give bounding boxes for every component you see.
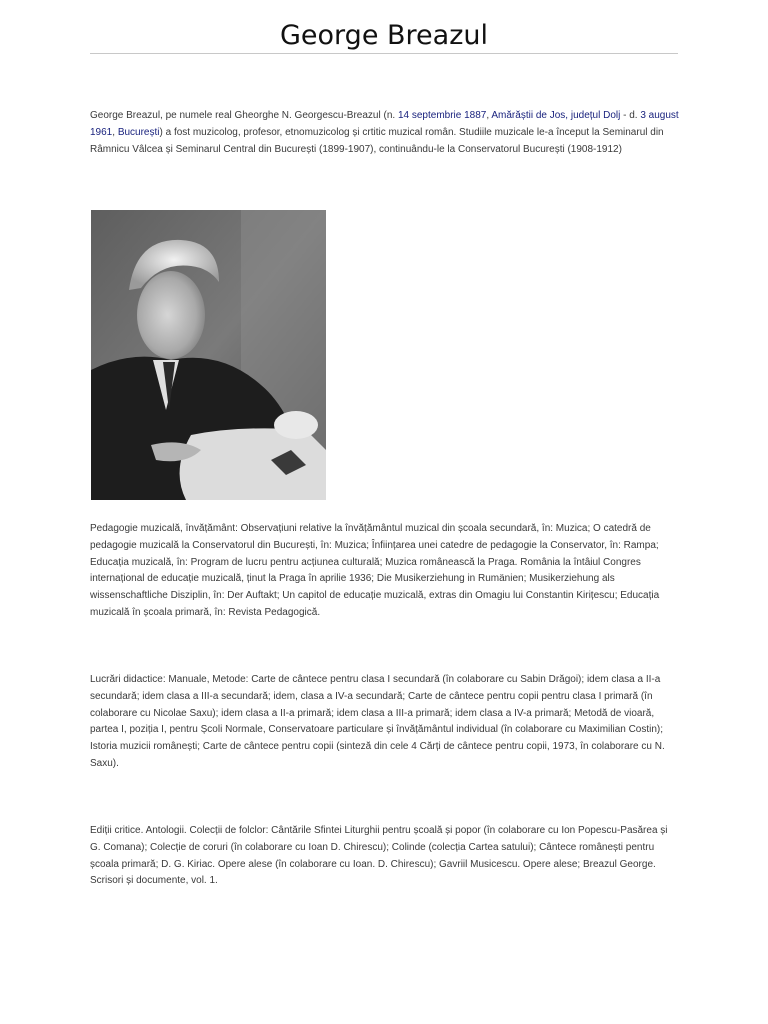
intro-text-1: George Breazul, pe numele real Gheorghe N. Georgescu-Breazul (n. (90, 110, 398, 121)
didactic-works-paragraph: Lucrări didactice: Manuale, Metode: Carte de cântece pentru clasa I secundară (în colaborare cu Sabin Drăgoi); idem clasa a II-a secundară; idem clasa a III-a secundară; idem, clasa a IV-a secundară; Carte de cântece pentru copii pentru clasa I primară (în colaborare cu Nicolae Saxu); idem clasa a II-a primară; idem clasa a III-a primară; idem clasa a IV-a primară; Metodă de vioară, partea I, poziția I, pentru Școli Normale, Conservatoare particulare și învățământul individual (în colaborare cu Maximilian Costin); Istoria muzicii românești; Carte de cântece pentru copii (sinteză din cele 4 Cărți de cântece pentru copii, 1973, în colaborare cu N. Saxu). (90, 674, 665, 769)
intro-text-2: , (486, 110, 492, 121)
pedagogy-paragraph: Pedagogie muzicală, învățământ: Observațiuni relative la învățământul muzical din școala secundară, în: Muzica; O catedră de pedagogie muzicală la Conservatorul din București, în: Muzica; Înființarea unei catedre de pedagogie la Conservator, în: Rampa; Educația muzicală, în: Program de lucru pentru acțiunea culturală; Muzica românească la Praga. România la întâiul Congres internațional de educație muzicală, ținut la Praga în aprilie 1936; Die Musikerziehung in Rumänien; Musikerziehung als wissenschaftliche Disziplin, în: Der Auftakt; Un capitol de educație muzicală, extras din Omagiu lui Constantin Kirițescu; Educația muzicală în școala primară, în: Revista Pedagogică. (90, 523, 660, 618)
death-place-link[interactable]: București (117, 126, 160, 138)
birth-date-link[interactable]: 14 septembrie 1887 (397, 110, 487, 121)
intro-text-4: , (112, 126, 118, 138)
portrait-photo (91, 210, 326, 500)
birth-place-link[interactable]: Amărăștii de Jos, județul Dolj (491, 110, 621, 121)
intro-text-5: ) a fost muzicolog, profesor, etnomuzicolog și crtitic muzical român. Studiile muzicale le-a început la Seminarul din Râmnicu Vâlcea și Seminarul Central din București (1899-1907), continuându-le la Conservatorul București (1908-1912) (90, 126, 664, 155)
title-divider (90, 53, 678, 54)
intro-paragraph (90, 108, 680, 158)
death-date-link[interactable]: 3 august 1961 (90, 110, 679, 138)
intro-text-3: - d. (620, 110, 641, 121)
critical-editions-paragraph: Ediții critice. Antologii. Colecții de folclor: Cântările Sfintei Liturghii pentru școală și popor (în colaborare cu Ion Popescu-Pasărea și G. Comana); Colecție de coruri (în colaborare cu Ioan D. Chirescu); Colinde (colecția Cartea satului); Cântece românești pentru școala primară; D. G. Kiriac. Opere alese (în colaborare cu Ioan. D. Chirescu); Gavriil Musicescu. Opere alese; Breazul George. Scrisori și documente, vol. 1. (90, 825, 668, 887)
page-title: George Breazul (280, 20, 488, 51)
